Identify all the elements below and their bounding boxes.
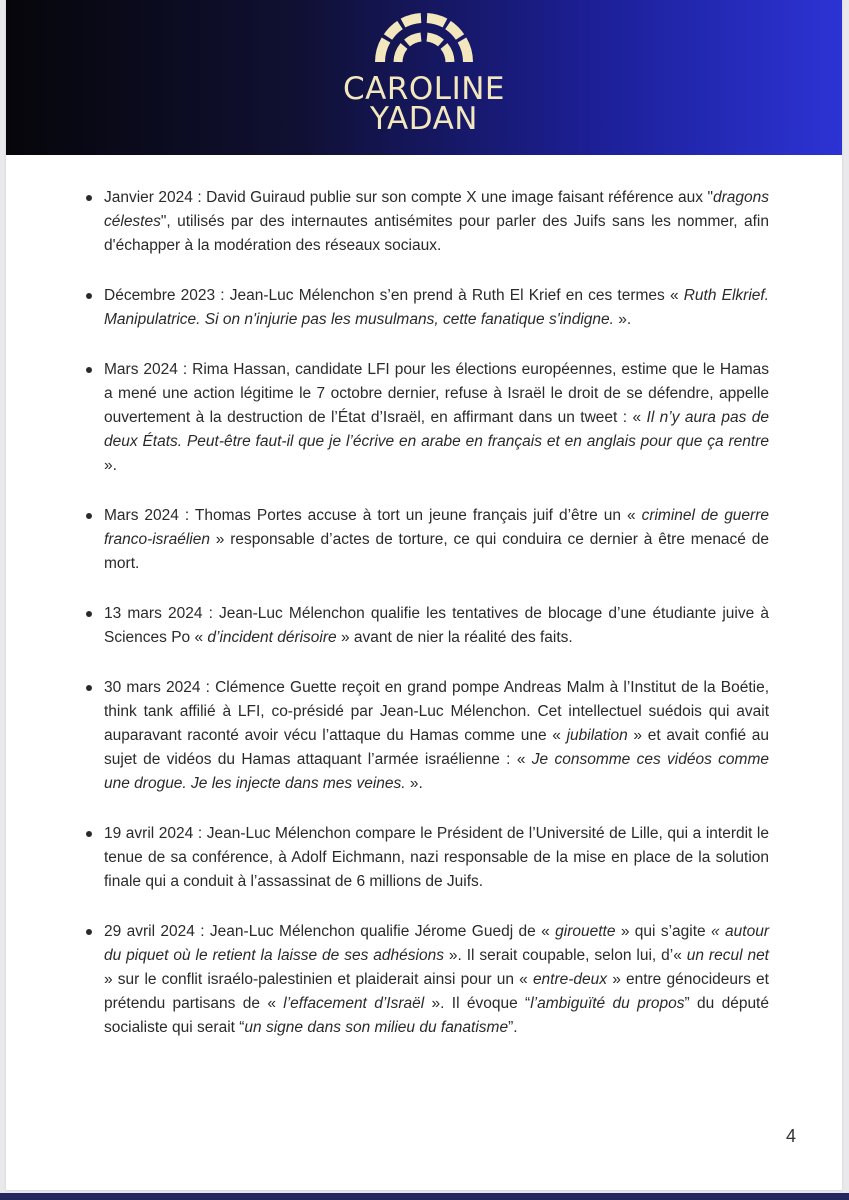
quoted-text: dragons célestes xyxy=(104,189,769,230)
bullet-icon xyxy=(86,685,92,691)
list-item xyxy=(84,822,769,894)
entries-list xyxy=(84,186,769,1066)
logo-name-first: CAROLINE xyxy=(343,71,505,107)
quoted-text: criminel de guerre franco-israélien xyxy=(104,507,769,548)
entry-text: ” du député socialiste qui serait “ xyxy=(104,995,769,1036)
entry-text: ». xyxy=(405,775,423,792)
bullet-icon xyxy=(86,831,92,837)
header-banner xyxy=(6,0,842,155)
quoted-text: entre-deux xyxy=(532,971,608,988)
assembly-hemicycle-icon xyxy=(372,12,476,64)
quoted-text: Je consomme ces vidéos comme une drogue. Je les injecte dans mes veines. xyxy=(104,751,769,792)
quoted-text: Ruth Elkrief. Manipulatrice. Si on n'injurie pas les musulmans, cette fanatique s'indigne. xyxy=(104,287,769,328)
entry-text: Mars 2024 : Thomas Portes accuse à tort un jeune français juif d’être un « xyxy=(104,507,642,524)
entry-text: Janvier 2024 : David Guiraud publie sur son compte X une image faisant référence aux " xyxy=(104,189,713,206)
bullet-icon xyxy=(86,293,92,299)
quoted-text: un recul net xyxy=(686,947,769,964)
entry-text: » avant de nier la réalité des faits. xyxy=(336,629,573,646)
list-item xyxy=(84,676,769,796)
entry-text: » entre génocideurs et prétendu partisans de « xyxy=(104,971,769,1012)
quoted-text: Il n’y aura pas de deux États. Peut-être faut-il que je l’écrive en arabe en français et en anglais pour que ça rentre xyxy=(104,409,769,450)
entry-text: » et avait confié au sujet de vidéos du Hamas attaquant l’armée israélienne : « xyxy=(104,727,769,768)
bullet-icon xyxy=(86,929,92,935)
entry-text: » responsable d’actes de torture, ce qui conduira ce dernier à être menacé de mort. xyxy=(104,531,769,572)
list-item xyxy=(84,602,769,650)
entry-text: » qui s’agite xyxy=(615,923,712,940)
list-item xyxy=(84,504,769,576)
entry-text: 30 mars 2024 : Clémence Guette reçoit en grand pompe Andreas Malm à l’Institut de la Boétie, think tank affilié à LFI, co-présidé par Jean-Luc Mélenchon. Cet intellectuel suédois qui avait auparavant raconté avoir vécu l’attaque du Hamas comme une « xyxy=(104,679,769,744)
entry-text: ”. xyxy=(508,1019,518,1036)
document-page xyxy=(6,0,842,1190)
list-item xyxy=(84,358,769,478)
list-item xyxy=(84,186,769,258)
list-item xyxy=(84,920,769,1040)
entry-text: ». xyxy=(104,457,117,474)
entry-text: » sur le conflit israélo-palestinien et plaiderait ainsi pour un « xyxy=(104,971,533,988)
bottom-edge xyxy=(0,1193,849,1200)
quoted-text: jubilation xyxy=(566,727,628,744)
quoted-text: l’effacement d’Israël xyxy=(283,995,425,1012)
quoted-text: « autour du piquet où le retient la laisse de ses adhésions xyxy=(104,923,769,964)
page-number: 4 xyxy=(785,1126,796,1146)
bullet-icon xyxy=(86,513,92,519)
logo xyxy=(336,12,512,144)
quoted-text: un signe dans son milieu du fanatisme xyxy=(244,1019,509,1036)
bullet-icon xyxy=(86,611,92,617)
list-item xyxy=(84,284,769,332)
entry-text: ». xyxy=(613,311,632,328)
entry-text: Décembre 2023 : Jean-Luc Mélenchon s’en prend à Ruth El Krief en ces termes « xyxy=(104,287,684,304)
entry-text: Mars 2024 : Rima Hassan, candidate LFI pour les élections européennes, estime que le Hamas a mené une action légitime le 7 octobre dernier, refuse à Israël le droit de se défendre, appelle ouvertement à la destruction de l’État d’Israël, en affirmant dans un tweet : « xyxy=(104,361,769,426)
quoted-text: girouette xyxy=(555,923,616,940)
entry-text: 29 avril 2024 : Jean-Luc Mélenchon qualifie Jérome Guedj de « xyxy=(104,923,556,940)
logo-name-last: YADAN xyxy=(370,101,478,137)
entry-text: ", utilisés par des internautes antisémites pour parler des Juifs sans les nommer, afin d'échapper à la modération des réseaux sociaux. xyxy=(104,213,769,254)
quoted-text: d’incident dérisoire xyxy=(207,629,337,646)
bullet-icon xyxy=(86,195,92,201)
entry-text: 13 mars 2024 : Jean-Luc Mélenchon qualifie les tentatives de blocage d’une étudiante juive à Sciences Po « xyxy=(104,605,769,646)
quoted-text: l’ambiguïté du propos xyxy=(530,995,685,1012)
bullet-icon xyxy=(86,367,92,373)
entry-text: ». Il serait coupable, selon lui, d’« xyxy=(443,947,687,964)
entry-text: 19 avril 2024 : Jean-Luc Mélenchon compare le Président de l’Université de Lille, qui a interdit le tenue de sa conférence, à Adolf Eichmann, nazi responsable de la mise en place de la solution finale qui a conduit à l’assassinat de 6 millions de Juifs. xyxy=(104,825,769,890)
entry-text: ». Il évoque “ xyxy=(424,995,531,1012)
